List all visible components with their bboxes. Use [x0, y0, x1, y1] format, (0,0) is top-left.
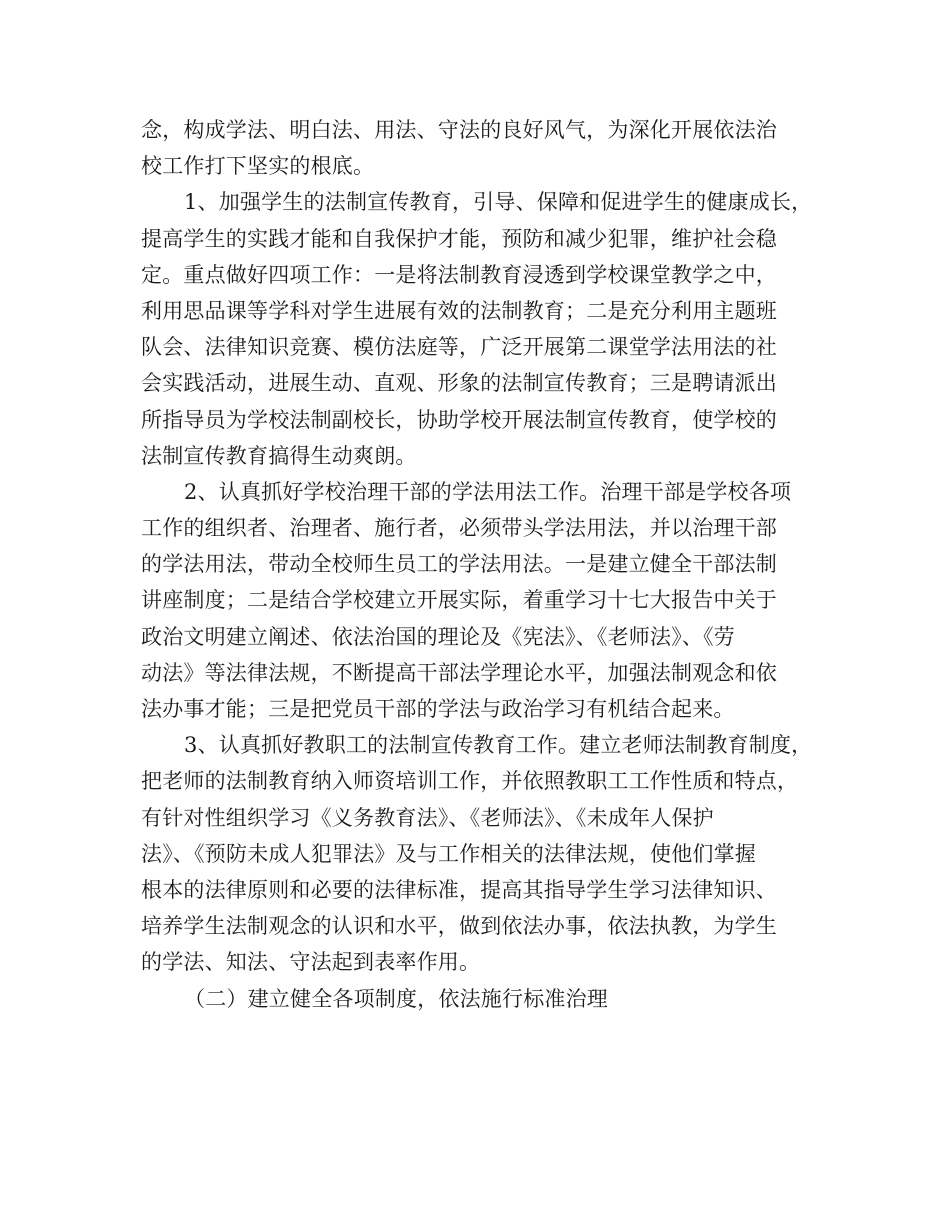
- text-line: 有针对性组织学习《义务教育法》、《老师法》、《未成年人保护: [141, 805, 714, 830]
- text-line: 会实践活动，进展生动、直观、形象的法制宣传教育；三是聘请派出: [141, 371, 777, 396]
- text-line: 的学法、知法、守法起到表率作用。: [141, 950, 481, 975]
- text-line: 校工作打下坚实的根底。: [141, 154, 375, 179]
- text-line: 把老师的法制教育纳入师资培训工作，并依照教职工工作性质和特点，: [141, 769, 799, 794]
- text-line: 动法》等法律法规，不断提高干部法学理论水平，加强法制观念和依: [141, 660, 777, 685]
- text-line: 所指导员为学校法制副校长，协助学校开展法制宣传教育，使学校的: [141, 407, 777, 432]
- paragraph-1-start: 1、加强学生的法制宣传教育，引导、保障和促进学生的健康成长，: [184, 190, 813, 215]
- text-line: 法办事才能；三是把党员干部的学法与政治学习有机结合起来。: [141, 697, 735, 721]
- text-line: 讲座制度；二是结合学校建立开展实际，着重学习十七大报告中关于: [141, 588, 777, 613]
- text-line: 利用思品课等学科对学生进展有效的法制教育；二是充分利用主题班: [141, 298, 777, 323]
- text-line: 念，构成学法、明白法、用法、守法的良好风气，为深化开展依法治: [141, 118, 777, 142]
- text-line: 工作的组织者、治理者、施行者，必须带头学法用法，并以治理干部: [141, 516, 777, 541]
- text-line: 培养学生法制观念的认识和水平，做到依法办事，依法执教，为学生: [141, 914, 777, 939]
- text-line: 队会、法律知识竞赛、模仿法庭等，广泛开展第二课堂学法用法的社: [141, 335, 777, 360]
- section-heading: （二）建立健全各项制度，依法施行标准治理: [184, 986, 608, 1011]
- text-line: 法》、《预防未成人犯罪法》及与工作相关的法律法规，使他们掌握: [141, 841, 756, 866]
- text-line: 根本的法律原则和必要的法律标准，提高其指导学生学习法律知识、: [141, 877, 777, 902]
- text-line: 法制宣传教育搞得生动爽朗。: [141, 443, 417, 468]
- paragraph-2-start: 2、认真抓好学校治理干部的学法用法工作。治理干部是学校各项: [184, 479, 792, 504]
- paragraph-3-start: 3、认真抓好教职工的法制宣传教育工作。建立老师法制教育制度，: [184, 733, 813, 758]
- text-line: 提高学生的实践才能和自我保护才能，预防和减少犯罪，维护社会稳: [141, 226, 777, 251]
- text-line: 的学法用法，带动全校师生员工的学法用法。一是建立健全干部法制: [141, 552, 777, 577]
- text-line: 定。重点做好四项工作：一是将法制教育浸透到学校课堂教学之中，: [141, 262, 777, 287]
- text-line: 政治文明建立阐述、依法治国的理论及《宪法》、《老师法》、《劳: [141, 624, 735, 649]
- body-text: [141, 112, 829, 1017]
